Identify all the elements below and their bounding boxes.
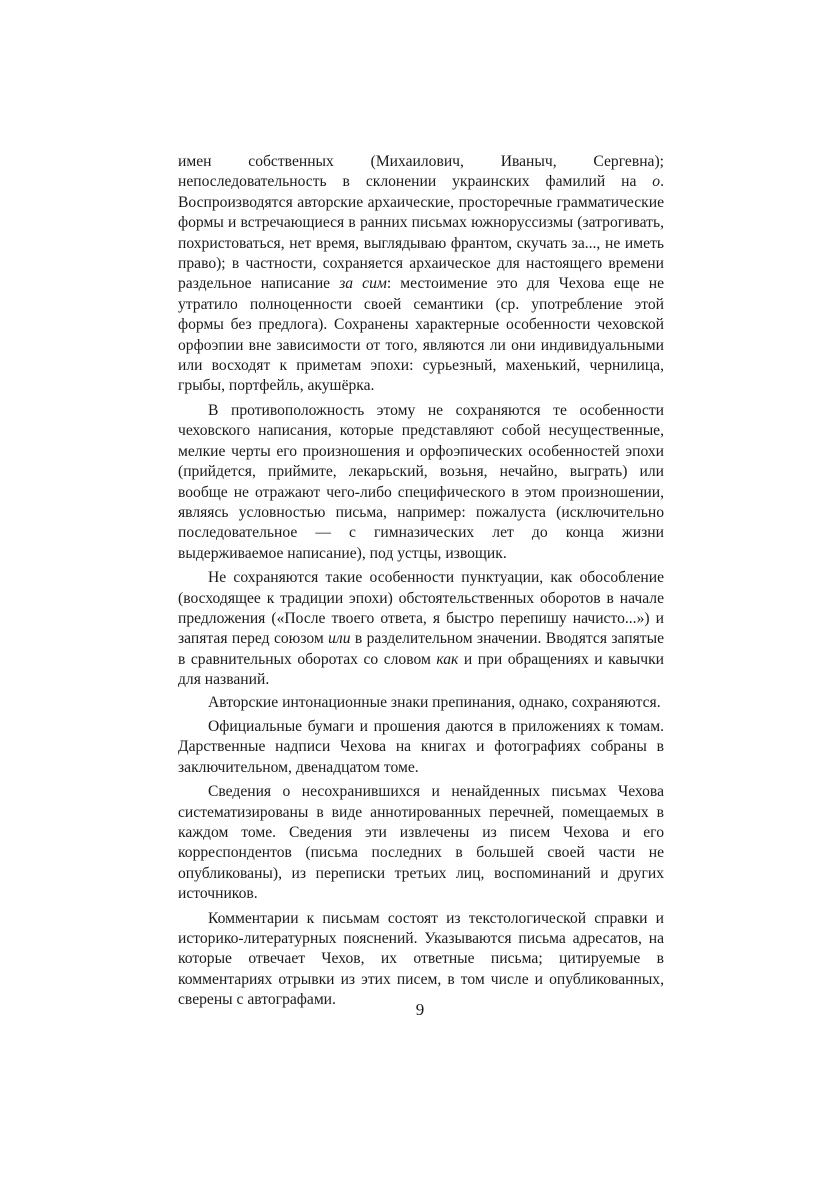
italic-ili: или	[328, 630, 351, 648]
paragraph-3	[178, 568, 664, 690]
paragraph-1-text-b: . Воспроизводятся авторские архаические, просторечные грамматические формы и встречающиеся в ранних письмах южнорусcизмы (затрогивать, похристоваться, нет время, выглядываю франтом, скучать за..., не иметь право); в частности, сохраняется архаическое для настоящего времени раздельное написание	[178, 173, 664, 293]
paragraph-4: Авторские интонационные знаки препинания, однако, сохраняются.	[208, 693, 661, 711]
paragraph-1	[178, 152, 664, 397]
paragraph-3-text-c: и при обращениях и кавычки для названий.	[178, 650, 665, 689]
paragraph-1-text-c: : местоимение это для Чехова еще не утратило полноценности своей семантики (ср. употребление этой формы без предлога). Сохранены характерные особенности чеховской орфоэпии вне зависимости от того, являются ли они индивидуальными или восходят к приметам эпохи: сурьезный, махенький, чернилица, грыбы, портфейль, акушёрка.	[178, 275, 665, 395]
page-number: 9	[415, 1000, 425, 1019]
paragraph-3-text-b: в разделительном значении. Вводятся запятые в сравнительных оборотах со словом	[178, 630, 664, 668]
paragraph-6: Сведения о несохранившихся и ненайденных письмах Чехова систематизированы в виде аннотированных перечней, помещаемых в каждом томе. Сведения эти извлечены из писем Чехова и его корреспондентов (письма последних в большей своей части не опубликованы), из переписки третьих лиц, воспоминаний и других источников.	[178, 783, 664, 903]
italic-kak: как	[436, 650, 459, 668]
italic-za-sim: за сим	[339, 275, 387, 293]
paragraph-7: Комментарии к письмам состоят из текстологической справки и историко-литературных пояснений. Указываются письма адресатов, на которые отвечает Чехов, их ответные письма; цитируемые в комментариях отрывки из этих писем, в том числе и опубликованных, сверены с автографами.	[178, 909, 664, 1009]
paragraph-3-text-a: Не сохраняются такие особенности пунктуации, как обособление (восходящее к традиции эпохи) обстоятельственных оборотов в начале предложения («После твоего ответа, я быстро перепишу начисто...») и запятая перед союзом	[178, 569, 664, 648]
paragraph-1-text-a: имен собственных (Михаилович, Иваныч, Сергевна); непоследовательность в склонении украинских фамилий на	[178, 153, 664, 191]
text-column	[178, 152, 664, 1015]
paragraph-2: В противоположность этому не сохраняются те особенности чеховского написания, которые представляют собой несущественные, мелкие черты его произношения и орфоэпических особенностей эпохи (прийдется, приймите, лекарьский, возьня, нечайно, выграть) или вообще не отражают чего-либо специфического в этом произношении, являясь условностью письма, например: пожалуста (исключительно последовательное — с гимназических лет до конца жизни выдерживаемое написание), под устцы, извощик.	[178, 401, 664, 562]
italic-letter-o: о	[652, 173, 661, 191]
paragraph-5: Официальные бумаги и прошения даются в приложениях к томам. Дарственные надписи Чехова на книгах и фотографиях собраны в заключительном, двенадцатом томе.	[178, 717, 664, 776]
